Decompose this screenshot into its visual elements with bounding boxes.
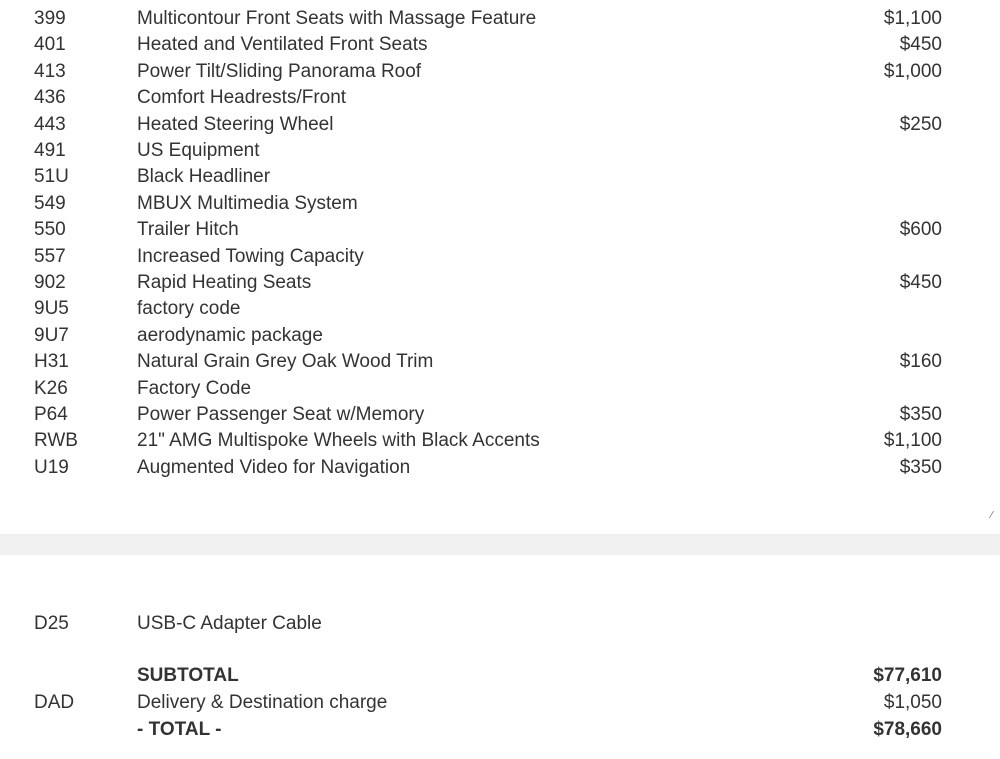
option-description: Comfort Headrests/Front xyxy=(137,87,347,109)
option-code: 557 xyxy=(34,245,66,267)
option-description: factory code xyxy=(137,298,241,320)
option-row xyxy=(0,192,1000,216)
option-code: RWB xyxy=(34,430,78,452)
option-description: MBUX Multimedia System xyxy=(137,192,358,214)
option-code: H31 xyxy=(34,351,69,373)
option-description: Power Passenger Seat w/Memory xyxy=(137,404,425,425)
option-price: $250 xyxy=(899,113,942,135)
option-row xyxy=(0,324,1000,348)
option-price: $350 xyxy=(899,456,942,478)
resize-corner-mark: ⁄ xyxy=(991,510,993,521)
option-description: US Equipment xyxy=(137,140,260,161)
option-description: Rapid Heating Seats xyxy=(137,272,312,293)
delivery-code: DAD xyxy=(34,692,75,713)
option-row xyxy=(0,86,1000,110)
delivery-label: Delivery & Destination charge xyxy=(137,692,388,713)
option-row xyxy=(0,139,1000,163)
total-row xyxy=(0,718,1000,742)
option-code: 549 xyxy=(34,192,66,214)
option-row xyxy=(0,165,1000,189)
option-code: 436 xyxy=(34,87,66,109)
option-code: 491 xyxy=(34,140,66,161)
option-row xyxy=(0,113,1000,137)
option-price: $350 xyxy=(899,404,942,425)
option-code: 550 xyxy=(34,219,66,241)
delivery-row xyxy=(0,691,1000,715)
option-code: 902 xyxy=(34,272,66,293)
option-row xyxy=(0,456,1000,480)
option-description: 21" AMG Multispoke Wheels with Black Accents xyxy=(137,430,540,452)
option-code: 401 xyxy=(34,34,66,56)
subtotal-label: SUBTOTAL xyxy=(137,665,239,686)
option-description: Black Headliner xyxy=(137,166,271,188)
total-label: - TOTAL - xyxy=(137,719,222,740)
option-code: 9U7 xyxy=(34,324,69,346)
option-price: $1,000 xyxy=(883,60,942,82)
option-price: $1,100 xyxy=(883,430,942,452)
option-code: 443 xyxy=(34,113,66,135)
option-description: Multicontour Front Seats with Massage Feature xyxy=(137,8,537,29)
option-row xyxy=(0,33,1000,57)
option-code: K26 xyxy=(34,377,68,399)
option-row xyxy=(0,218,1000,242)
option-code: 9U5 xyxy=(34,298,69,320)
option-description: Heated Steering Wheel xyxy=(137,113,334,135)
option-description: Trailer Hitch xyxy=(137,219,239,241)
option-price: $450 xyxy=(899,272,942,293)
option-code: U19 xyxy=(34,456,69,478)
total-value: $78,660 xyxy=(873,719,942,740)
option-code: 399 xyxy=(34,8,66,29)
option-code: 51U xyxy=(34,166,69,188)
option-code: P64 xyxy=(34,404,68,425)
option-description: Increased Towing Capacity xyxy=(137,245,364,267)
option-description: Heated and Ventilated Front Seats xyxy=(137,34,428,56)
option-description: Natural Grain Grey Oak Wood Trim xyxy=(137,351,434,373)
option-description: Factory Code xyxy=(137,377,252,399)
option-price: $450 xyxy=(899,34,942,56)
accessory-code: D25 xyxy=(34,613,69,634)
subtotal-value: $77,610 xyxy=(873,665,942,686)
option-description: Power Tilt/Sliding Panorama Roof xyxy=(137,60,422,82)
option-price: $160 xyxy=(899,351,942,373)
option-row xyxy=(0,429,1000,453)
option-description: Augmented Video for Navigation xyxy=(137,456,411,478)
accessory-row xyxy=(0,612,1000,636)
option-row xyxy=(0,350,1000,374)
delivery-value: $1,050 xyxy=(883,692,942,713)
section-divider xyxy=(0,534,1000,555)
option-row xyxy=(0,377,1000,401)
option-description: aerodynamic package xyxy=(137,324,323,346)
clipped-previous-row xyxy=(0,0,1000,6)
option-price: $600 xyxy=(899,219,942,241)
option-row xyxy=(0,245,1000,269)
option-row xyxy=(0,403,1000,427)
option-row xyxy=(0,297,1000,321)
option-price: $1,100 xyxy=(883,8,942,29)
option-row xyxy=(0,60,1000,84)
subtotal-row xyxy=(0,664,1000,688)
option-row xyxy=(0,7,1000,31)
accessory-description: USB-C Adapter Cable xyxy=(137,613,322,634)
option-row xyxy=(0,271,1000,295)
option-code: 413 xyxy=(34,60,66,82)
